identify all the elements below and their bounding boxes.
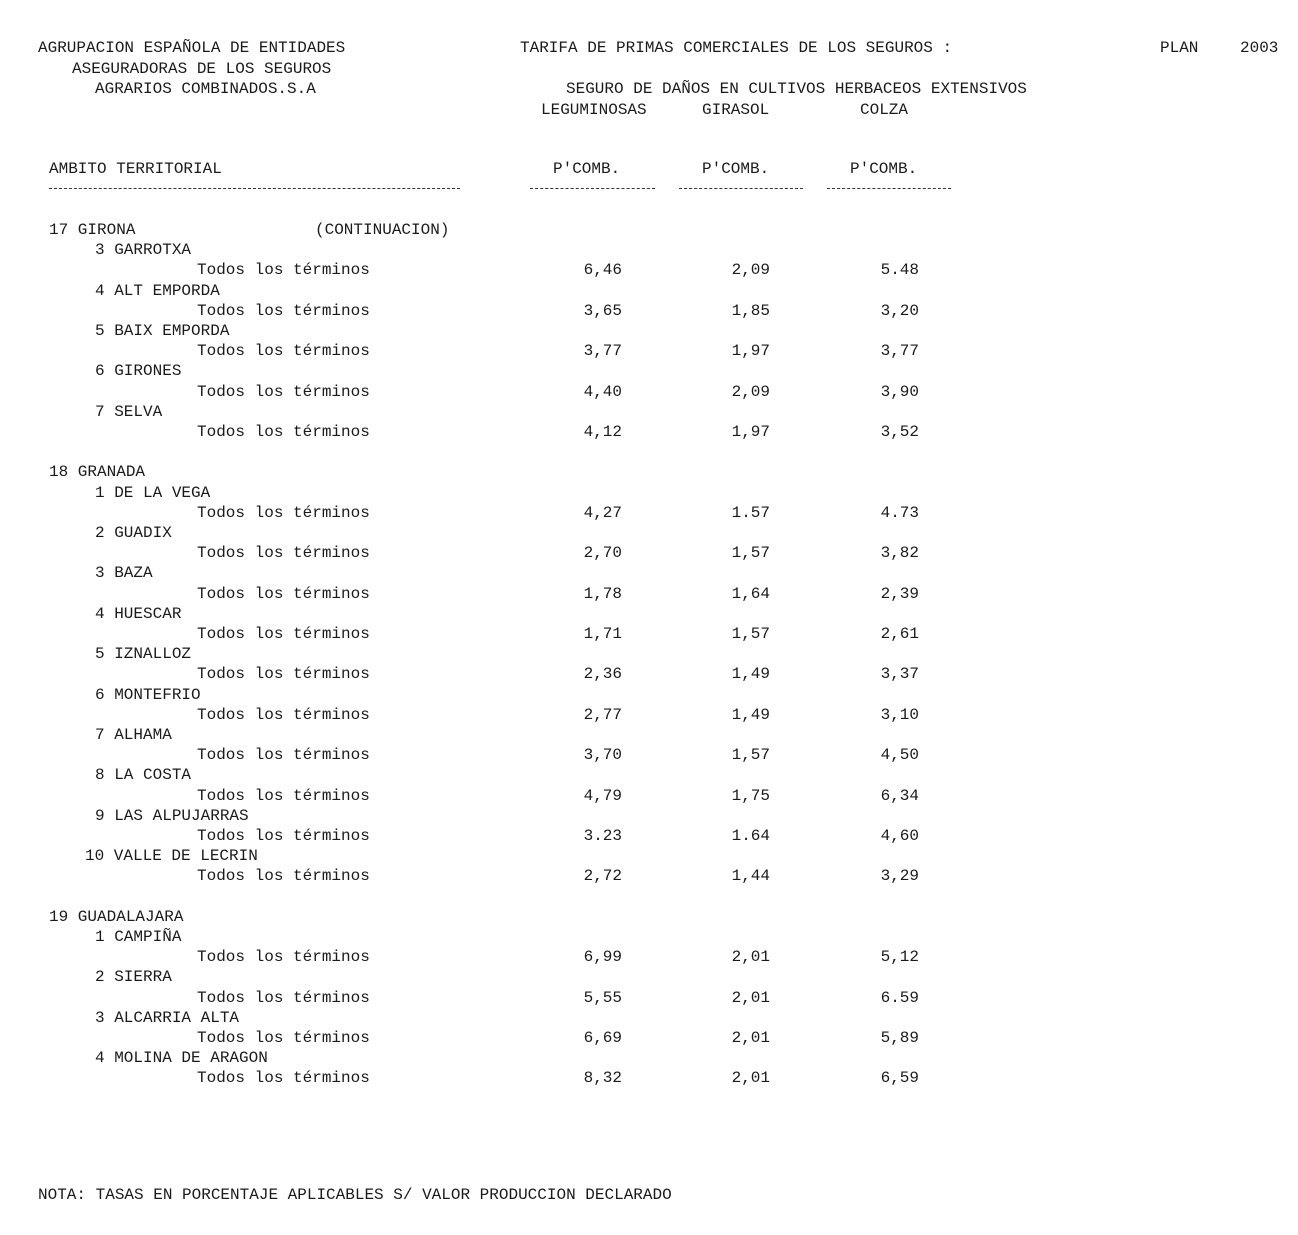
province-name: 17 GIRONA [49,221,136,239]
comarca-name: 4 HUESCAR [95,604,182,623]
rate-value: 6,59 [880,1069,919,1088]
comarca-name: 1 DE LA VEGA [95,483,211,502]
comarca-name: 8 LA COSTA [95,766,192,785]
rate-value: 4,79 [583,786,622,805]
comarca-name: 4 MOLINA DE ARAGON [95,1049,268,1068]
comarca-name: 5 IZNALLOZ [95,645,192,664]
rate-value: 1,64 [731,584,770,603]
rate-value: 1,75 [731,786,770,805]
org-name-line1: AGRUPACION ESPAÑOLA DE ENTIDADES [38,39,346,57]
header-divider-ambito [49,188,460,189]
term-label: Todos los términos [197,827,370,845]
rate-value: 4.73 [880,503,919,522]
rate-value: 8,32 [583,1069,622,1088]
column-header-pcomb-2: P'COMB. [702,160,770,178]
term-label: Todos los términos [197,503,370,522]
term-label: Todos los términos [197,988,370,1007]
rate-value: 6,99 [583,948,622,967]
rate-value: 4,40 [583,382,622,401]
rate-value: 2,36 [583,665,622,684]
term-label: Todos los términos [197,625,370,643]
rate-value: 3,90 [880,382,919,401]
rate-value: 1,97 [731,342,770,361]
rate-value: 2,70 [583,544,622,563]
rate-value: 3,70 [583,746,622,765]
rate-value: 1,57 [731,544,770,563]
crop-header-girasol: GIRASOL [702,101,770,119]
comarca-name: 7 ALHAMA [95,726,172,744]
footer-note: NOTA: TASAS EN PORCENTAJE APLICABLES S/ VALOR PRODUCCION DECLARADO [38,1186,672,1204]
crop-header-leguminosas: LEGUMINOSAS [541,101,647,119]
rate-value: 3,10 [880,705,919,724]
comarca-name: 5 BAIX EMPORDA [95,322,230,340]
document-title: TARIFA DE PRIMAS COMERCIALES DE LOS SEGUROS : [520,39,953,57]
rate-value: 3,77 [880,342,919,361]
rate-value: 5,12 [880,948,919,967]
term-label: Todos los términos [197,746,370,765]
column-header-pcomb-1: P'COMB. [553,160,621,178]
rate-value: 3,37 [880,665,919,684]
comarca-name: 6 GIRONES [95,362,182,381]
term-label: Todos los términos [197,382,370,401]
plan-year: 2003 [1240,39,1279,57]
rate-value: 1,44 [731,867,770,886]
term-label: Todos los términos [197,705,370,724]
rate-value: 3,77 [583,342,622,361]
term-label: Todos los términos [197,261,370,280]
rate-value: 3,29 [880,867,919,886]
rate-value: 2,39 [880,584,919,603]
insurance-subtitle: SEGURO DE DAÑOS EN CULTIVOS HERBACEOS EXTENSIVOS [566,80,1027,98]
comarca-name: 4 ALT EMPORDA [95,281,220,300]
comarca-name: 6 MONTEFRIO [95,685,201,704]
comarca-name: 9 LAS ALPUJARRAS [95,806,249,825]
term-label: Todos los términos [197,867,370,886]
term-label: Todos los términos [197,301,370,320]
rate-value: 6,46 [583,261,622,280]
rate-value: 4,27 [583,503,622,522]
rate-value: 2,09 [731,382,770,401]
rate-value: 3.23 [583,827,622,845]
rate-value: 4,60 [880,827,919,845]
comarca-name: 1 CAMPIÑA [95,928,182,946]
rate-value: 6,34 [880,786,919,805]
rate-value: 1.57 [731,503,770,522]
rate-value: 1,49 [731,705,770,724]
rate-value: 3,65 [583,301,622,320]
comarca-name: 2 SIERRA [95,968,172,987]
comarca-name: 3 GARROTXA [95,241,192,260]
comarca-name: 3 ALCARRIA ALTA [95,1008,240,1027]
org-name-line2: ASEGURADORAS DE LOS SEGUROS [72,60,332,78]
term-label: Todos los términos [197,544,370,563]
comarca-name: 7 SELVA [95,402,163,421]
rate-value: 1,49 [731,665,770,684]
header-divider-col3 [827,188,951,189]
crop-header-colza: COLZA [860,101,909,119]
province-name: 19 GUADALAJARA [49,907,184,926]
rate-value: 2,01 [731,988,770,1007]
rate-value: 4,50 [880,746,919,765]
rate-value: 6.59 [880,988,919,1007]
rate-value: 2,61 [880,625,919,643]
column-header-ambito: AMBITO TERRITORIAL [49,160,222,178]
rate-value: 3,20 [880,301,919,320]
term-label: Todos los términos [197,342,370,361]
term-label: Todos los términos [197,786,370,805]
rate-value: 2,09 [731,261,770,280]
rate-value: 3,52 [880,423,919,441]
rate-value: 3,82 [880,544,919,563]
term-label: Todos los términos [197,948,370,967]
term-label: Todos los términos [197,423,370,441]
province-name: 18 GRANADA [49,463,146,482]
rate-value: 2,01 [731,948,770,967]
term-label: Todos los términos [197,1029,370,1047]
rate-value: 2,01 [731,1069,770,1088]
column-header-pcomb-3: P'COMB. [850,160,918,178]
rate-value: 1,71 [583,625,622,643]
rate-value: 6,69 [583,1029,622,1047]
rate-value: 1,97 [731,423,770,441]
rate-value: 4,12 [583,423,622,441]
rate-value: 2,72 [583,867,622,886]
rate-value: 1,78 [583,584,622,603]
rate-value: 1.64 [731,827,770,845]
header-divider-col2 [679,188,803,189]
province-continuation-note: (CONTINUACION) [315,221,450,239]
term-label: Todos los términos [197,665,370,684]
rate-value: 5.48 [880,261,919,280]
header-divider-col1 [530,188,655,189]
rate-value: 5,89 [880,1029,919,1047]
rate-value: 1,57 [731,625,770,643]
rate-value: 2,77 [583,705,622,724]
comarca-name: 10 VALLE DE LECRIN [85,847,258,866]
rate-value: 1,85 [731,301,770,320]
term-label: Todos los términos [197,1069,370,1088]
org-name-line3: AGRARIOS COMBINADOS.S.A [95,80,316,98]
term-label: Todos los términos [197,584,370,603]
comarca-name: 2 GUADIX [95,524,172,542]
rate-value: 1,57 [731,746,770,765]
rate-value: 2,01 [731,1029,770,1047]
plan-label: PLAN [1160,39,1199,57]
comarca-name: 3 BAZA [95,564,153,583]
rate-value: 5,55 [583,988,622,1007]
